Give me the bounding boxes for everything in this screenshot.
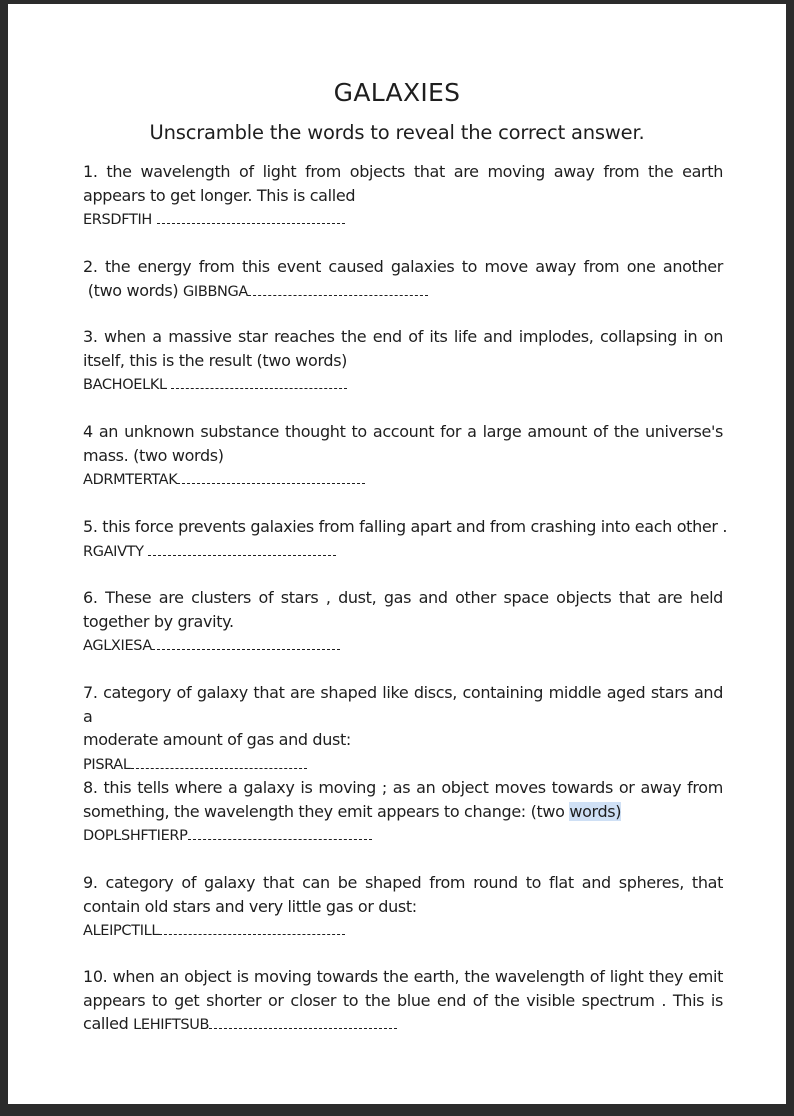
answer-blank[interactable] [177,471,365,484]
question-1 [83,160,723,233]
question-text: 4 an unknown substance thought to account for a large amount of the universe's [83,422,723,441]
question-text: 6. These are clusters of stars , dust, gas and other space objects that are held [83,588,723,607]
question-9 [83,871,723,944]
question-text: contain old stars and very little gas or dust: [83,896,417,916]
question-text: 9. category of galaxy that can be shaped from round to flat and spheres, that [83,873,723,892]
page-title: GALAXIES [333,78,461,107]
question-text: 10. when an object is moving towards the earth, the wavelength of light they emit [83,967,723,986]
question-text: something, the wavelength they emit appears to change: (two [83,801,565,821]
question-7 [83,681,723,777]
answer-blank[interactable] [209,1016,397,1029]
answer-blank[interactable] [188,827,372,840]
question-2 [83,255,723,304]
answer-blank[interactable] [152,637,340,650]
question-text: 2. the energy from this event caused galaxies to move away from one another [83,257,723,276]
question-6 [83,586,723,659]
page-subtitle: Unscramble the words to reveal the correct answer. [149,121,645,144]
question-text: appears to get longer. This is called [83,185,356,205]
question-text: called [83,1014,129,1033]
question-text: appears to get shorter or closer to the blue end of the visible spectrum . This is [83,990,723,1010]
answer-blank[interactable] [157,211,345,224]
scrambled-word: DOPLSHFTIERP [83,828,188,844]
question-text: moderate amount of gas and dust: [83,730,351,749]
scrambled-word: ADRMTERTAK [83,472,178,488]
question-text: together by gravity. [83,611,234,631]
scrambled-word: LEHIFTSUB [133,1017,210,1033]
question-text: 3. when a massive star reaches the end of its life and implodes, collapsing in on [83,327,723,346]
answer-blank[interactable] [148,543,336,556]
answer-blank[interactable] [131,756,307,769]
worksheet-page [8,4,786,1104]
scrambled-word: ERSDFTIH [83,212,152,228]
scrambled-word: PISRAL [83,756,131,773]
answer-blank[interactable] [248,283,428,296]
question-text: itself, this is the result (two words) [83,350,348,370]
highlighted-text: words) [569,801,622,821]
scrambled-word: AGLXIESA [83,638,152,654]
question-10 [83,965,723,1038]
scrambled-word: GIBBNGA [183,283,249,300]
answer-blank[interactable] [159,922,345,935]
question-text: 7. category of galaxy that are shaped like discs, containing middle aged stars and a [83,683,723,726]
question-text: 8. this tells where a galaxy is moving ; as an object moves towards or away from [83,778,723,797]
question-text: mass. (two words) [83,445,224,465]
scrambled-word: BACHOELKL [83,377,167,393]
question-4 [83,420,723,493]
answer-blank[interactable] [171,376,347,389]
question-text: 1. the wavelength of light from objects that are moving away from the earth [83,162,723,181]
question-3 [83,325,723,398]
scrambled-word: RGAIVTY [83,543,144,560]
question-5 [83,515,728,564]
question-text: (two words) [87,280,179,300]
scrambled-word: ALEIPCTILL [83,923,160,939]
question-text: 5. this force prevents galaxies from falling apart and from crashing into each other . [83,517,728,536]
question-8 [83,776,723,849]
